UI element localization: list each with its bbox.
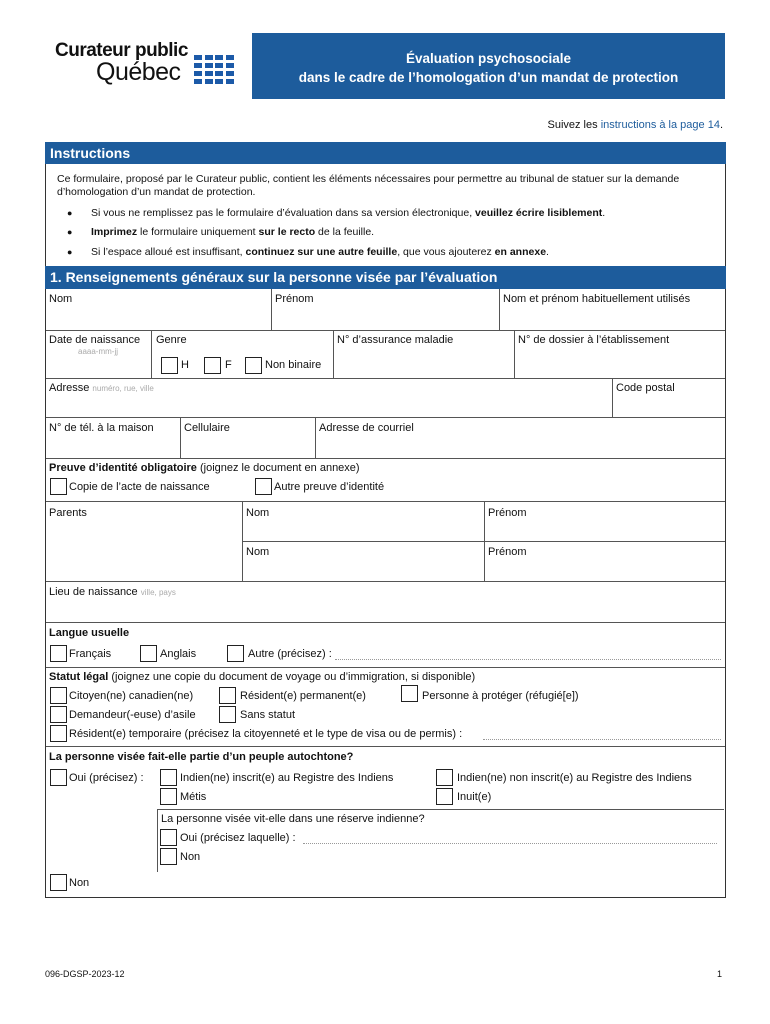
follow-instructions bbox=[547, 119, 723, 131]
label-inuit: Inuit(e) bbox=[457, 791, 492, 803]
instructions-header bbox=[45, 142, 726, 164]
page-number: 1 bbox=[717, 969, 723, 979]
checkbox-demandeur-asile[interactable] bbox=[50, 706, 67, 723]
form-header bbox=[252, 33, 725, 99]
checkbox-inuit[interactable] bbox=[436, 788, 453, 805]
label-genre-nb: Non binaire bbox=[265, 359, 322, 371]
label-cellulaire: Cellulaire bbox=[184, 422, 230, 434]
label-parent-prenom-2: Prénom bbox=[488, 546, 527, 558]
checkbox-genre-h[interactable] bbox=[161, 357, 178, 374]
label-reserve-non: Non bbox=[180, 851, 201, 863]
form-subtitle: dans le cadre de l’homologation d’un mandat de protection bbox=[298, 70, 679, 85]
resident-temporaire-field[interactable] bbox=[483, 739, 721, 740]
instructions-intro-1: Ce formulaire, proposé par le Curateur public, contient les éléments nécessaires pour permettre au tribunal de statuer sur la demande bbox=[57, 173, 680, 185]
checkbox-genre-non-binaire[interactable] bbox=[245, 357, 262, 374]
label-resident-temporaire: Résident(e) temporaire (précisez la citoyenneté et le type de visa ou de permis) : bbox=[69, 728, 463, 740]
logo-line2: Québec bbox=[96, 58, 181, 86]
label-tel-maison: N° de tél. à la maison bbox=[49, 422, 154, 434]
label-oui-precisez: Oui (précisez) : bbox=[69, 772, 144, 784]
label-copie-acte: Copie de l’acte de naissance bbox=[69, 481, 210, 493]
checkbox-personne-proteger[interactable] bbox=[401, 685, 418, 702]
follow-prefix: Suivez les bbox=[547, 119, 601, 131]
label-genre-f: F bbox=[225, 359, 232, 371]
checkbox-sans-statut[interactable] bbox=[219, 706, 236, 723]
bullet-icon: ● bbox=[67, 208, 73, 218]
label-indien-inscrit: Indien(ne) inscrit(e) au Registre des Indiens bbox=[180, 772, 394, 784]
label-statut-legal: Statut légal (joignez une copie du document de voyage ou d’immigration, si disponible) bbox=[49, 671, 476, 683]
instruction-bullet-2: Imprimez le formulaire uniquement sur le recto de la feuille. bbox=[91, 226, 375, 238]
reserve-oui-field[interactable] bbox=[303, 843, 717, 844]
follow-suffix: . bbox=[719, 119, 723, 131]
date-hint: aaaa-mm-jj bbox=[78, 347, 119, 356]
label-date-naissance: Date de naissance bbox=[49, 334, 141, 346]
bullet-icon: ● bbox=[67, 247, 73, 257]
form-code: 096-DGSP-2023-12 bbox=[45, 969, 125, 979]
label-preuve-identite: Preuve d’identité obligatoire (joignez le document en annexe) bbox=[49, 462, 360, 474]
checkbox-copie-acte[interactable] bbox=[50, 478, 67, 495]
instructions-title: Instructions bbox=[50, 145, 131, 161]
label-adresse: Adresse numéro, rue, ville bbox=[49, 382, 154, 394]
label-resident-permanent: Résident(e) permanent(e) bbox=[240, 690, 366, 702]
label-parent-prenom-1: Prénom bbox=[488, 507, 527, 519]
checkbox-resident-permanent[interactable] bbox=[219, 687, 236, 704]
checkbox-autre-preuve[interactable] bbox=[255, 478, 272, 495]
label-autre-preuve: Autre preuve d’identité bbox=[274, 481, 385, 493]
label-autochtone-question: La personne visée fait-elle partie d’un peuple autochtone? bbox=[49, 751, 354, 763]
checkbox-francais[interactable] bbox=[50, 645, 67, 662]
label-genre: Genre bbox=[156, 334, 187, 346]
checkbox-indien-non-inscrit[interactable] bbox=[436, 769, 453, 786]
label-metis: Métis bbox=[180, 791, 207, 803]
label-autre-langue: Autre (précisez) : bbox=[248, 648, 332, 660]
label-nom-usuel: Nom et prénom habituellement utilisés bbox=[503, 293, 691, 305]
instructions-intro-2: d’homologation d’un mandat de protection. bbox=[57, 186, 256, 198]
label-personne-proteger: Personne à protéger (réfugié[e]) bbox=[422, 690, 579, 702]
label-reserve-question: La personne visée vit-elle dans une réserve indienne? bbox=[161, 813, 425, 825]
label-nom: Nom bbox=[49, 293, 73, 305]
checkbox-indien-inscrit[interactable] bbox=[160, 769, 177, 786]
logo-line1: Curateur public bbox=[55, 40, 188, 61]
label-parent-nom-2: Nom bbox=[246, 546, 270, 558]
label-demandeur-asile: Demandeur(-euse) d’asile bbox=[69, 709, 196, 721]
label-citoyen: Citoyen(ne) canadien(ne) bbox=[69, 690, 194, 702]
checkbox-reserve-non[interactable] bbox=[160, 848, 177, 865]
label-parents: Parents bbox=[49, 507, 87, 519]
bullet-icon: ● bbox=[67, 227, 73, 237]
form-title: Évaluation psychosociale bbox=[405, 51, 572, 66]
label-lieu-naissance: Lieu de naissance ville, pays bbox=[49, 586, 176, 598]
checkbox-citoyen[interactable] bbox=[50, 687, 67, 704]
label-prenom: Prénom bbox=[275, 293, 314, 305]
label-reserve-oui: Oui (précisez laquelle) : bbox=[180, 832, 296, 844]
checkbox-resident-temporaire[interactable] bbox=[50, 725, 67, 742]
label-code-postal: Code postal bbox=[616, 382, 675, 394]
label-langue-usuelle: Langue usuelle bbox=[49, 627, 130, 639]
checkbox-autochtone-oui[interactable] bbox=[50, 769, 67, 786]
label-anglais: Anglais bbox=[160, 648, 197, 660]
instruction-bullet-1: Si vous ne remplissez pas le formulaire d’évaluation dans sa version électronique, veuillez écrire lisiblement. bbox=[91, 207, 606, 219]
label-dossier: N° de dossier à l’établissement bbox=[518, 334, 670, 346]
checkbox-anglais[interactable] bbox=[140, 645, 157, 662]
label-indien-non-inscrit: Indien(ne) non inscrit(e) au Registre des Indiens bbox=[457, 772, 692, 784]
label-parent-nom-1: Nom bbox=[246, 507, 270, 519]
checkbox-autre-langue[interactable] bbox=[227, 645, 244, 662]
label-francais: Français bbox=[69, 648, 112, 660]
label-genre-h: H bbox=[181, 359, 189, 371]
label-autochtone-non: Non bbox=[69, 877, 90, 889]
checkbox-reserve-oui[interactable] bbox=[160, 829, 177, 846]
checkbox-metis[interactable] bbox=[160, 788, 177, 805]
instruction-bullet-3: Si l’espace alloué est insuffisant, continuez sur une autre feuille, que vous ajouterez en annexe. bbox=[91, 246, 549, 258]
label-assurance: N° d’assurance maladie bbox=[337, 334, 454, 346]
label-sans-statut: Sans statut bbox=[240, 709, 296, 721]
section1-header bbox=[45, 266, 726, 289]
instructions-link[interactable]: instructions à la page 14 bbox=[600, 119, 720, 131]
autre-langue-field[interactable] bbox=[335, 659, 721, 660]
checkbox-autochtone-non[interactable] bbox=[50, 874, 67, 891]
label-courriel: Adresse de courriel bbox=[319, 422, 414, 434]
checkbox-genre-f[interactable] bbox=[204, 357, 221, 374]
section1-title: 1. Renseignements généraux sur la personne visée par l’évaluation bbox=[50, 269, 498, 285]
